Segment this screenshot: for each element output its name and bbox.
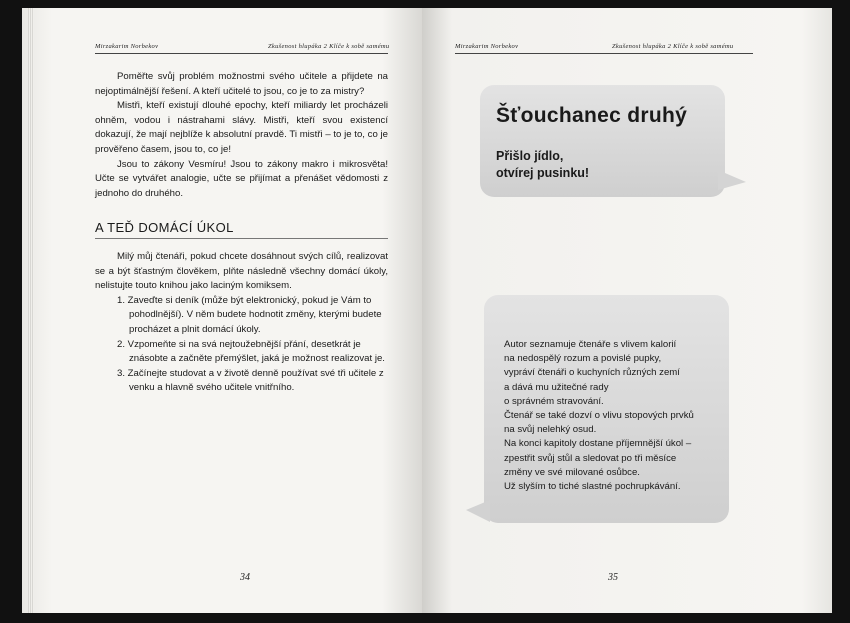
chapter-title-bubble-tail <box>718 170 746 190</box>
right-header-title: Zkušenost hlupáka 2 Klíče k sobě samému <box>612 43 734 50</box>
summary-line: zpestřit svůj stůl a sledovat po tři měsíce <box>504 452 677 464</box>
paragraph-2: Mistři, kteří existují dlouhé epochy, kteří miliardy let procházeli ohněm, vodou i nástrahami slávy. Mistři, kteří svou existencí dokazují, že mají nejblíže k absolutní pravdě. Ti mistři – to je to, co je prověřeno časem, jsou to, co je! <box>95 100 388 155</box>
summary-line: a dává mu užitečné rady <box>504 381 609 393</box>
left-header-rule <box>95 53 388 54</box>
paragraph-1: Poměřte svůj problém možnostmi svého učitele a přijdete na nejoptimálnější řešení. A kteří učitelé to jsou, co je to za mistry? <box>95 71 388 97</box>
summary-line: na svůj nelehký osud. <box>504 424 597 436</box>
summary-line: Už slyším to tiché slastné pochrupkávání. <box>504 481 681 493</box>
list-item: 2. Vzpomeňte si na svá nejtoužebnější přání, desetkrát je znásobte a začněte přemýšlet, jaká je možnost realizovat je. <box>117 338 385 365</box>
left-body-text <box>95 70 388 201</box>
homework-text <box>95 250 388 396</box>
chapter-subtitle-line-1: Přišlo jídlo, <box>496 149 564 163</box>
page-edges <box>28 8 34 613</box>
chapter-subtitle <box>496 148 589 182</box>
homework-intro: Milý můj čtenáři, pokud chcete dosáhnout svých cílů, realizovat se a být šťastným člověkem, plňte následně všechny domácí úkoly, nelistujte touto knihou jako laciným komiksem. <box>95 251 388 292</box>
section-heading: A TEĎ DOMÁCÍ ÚKOL <box>95 220 234 235</box>
summary-line: o správném stravování. <box>504 395 604 407</box>
list-item: 1. Zaveďte si deník (může být elektronický, pokud je Vám to pohodlnější). V něm budete hodnotit změny, kterými budete procházet a plnit domácí úkoly. <box>117 294 382 335</box>
section-underline <box>95 238 388 239</box>
left-header-title: Zkušenost hlupáka 2 Klíče k sobě samému <box>268 43 390 50</box>
homework-list <box>95 294 388 396</box>
left-header-author: Mirzakarim Norbekov <box>95 43 159 50</box>
summary-line: Na konci kapitoly dostane příjemnější úkol – <box>504 438 692 450</box>
right-header-rule <box>455 53 753 54</box>
summary-line: na nedospělý rozum a povislé pupky, <box>504 353 662 365</box>
left-page-number: 34 <box>240 572 250 583</box>
summary-line: změny ve své milované osůbce. <box>504 466 640 478</box>
paragraph-3: Jsou to zákony Vesmíru! Jsou to zákony makro i mikrosvěta! Učte se vytvářet analogie, učte se přijímat a přenášet vědomosti z jednoho do druhého. <box>95 158 388 199</box>
summary-bubble-tail <box>466 500 490 522</box>
summary-text <box>504 338 724 494</box>
right-page-number: 35 <box>608 572 618 583</box>
summary-line: Čtenář se také dozví o vlivu stopových prvků <box>504 410 694 422</box>
chapter-subtitle-line-2: otvírej pusinku! <box>496 166 590 180</box>
right-header-author: Mirzakarim Norbekov <box>455 43 519 50</box>
summary-line: Autor seznamuje čtenáře s vlivem kalorií <box>504 339 677 350</box>
summary-line: vypráví čtenáři o kuchyních různých zemí <box>504 367 680 379</box>
list-item: 3. Začínejte studovat a v životě denně používat své tři učitele z venku a hlavně svého učitele vnitřního. <box>117 367 384 394</box>
chapter-title: Šťouchanec druhý <box>496 104 688 127</box>
